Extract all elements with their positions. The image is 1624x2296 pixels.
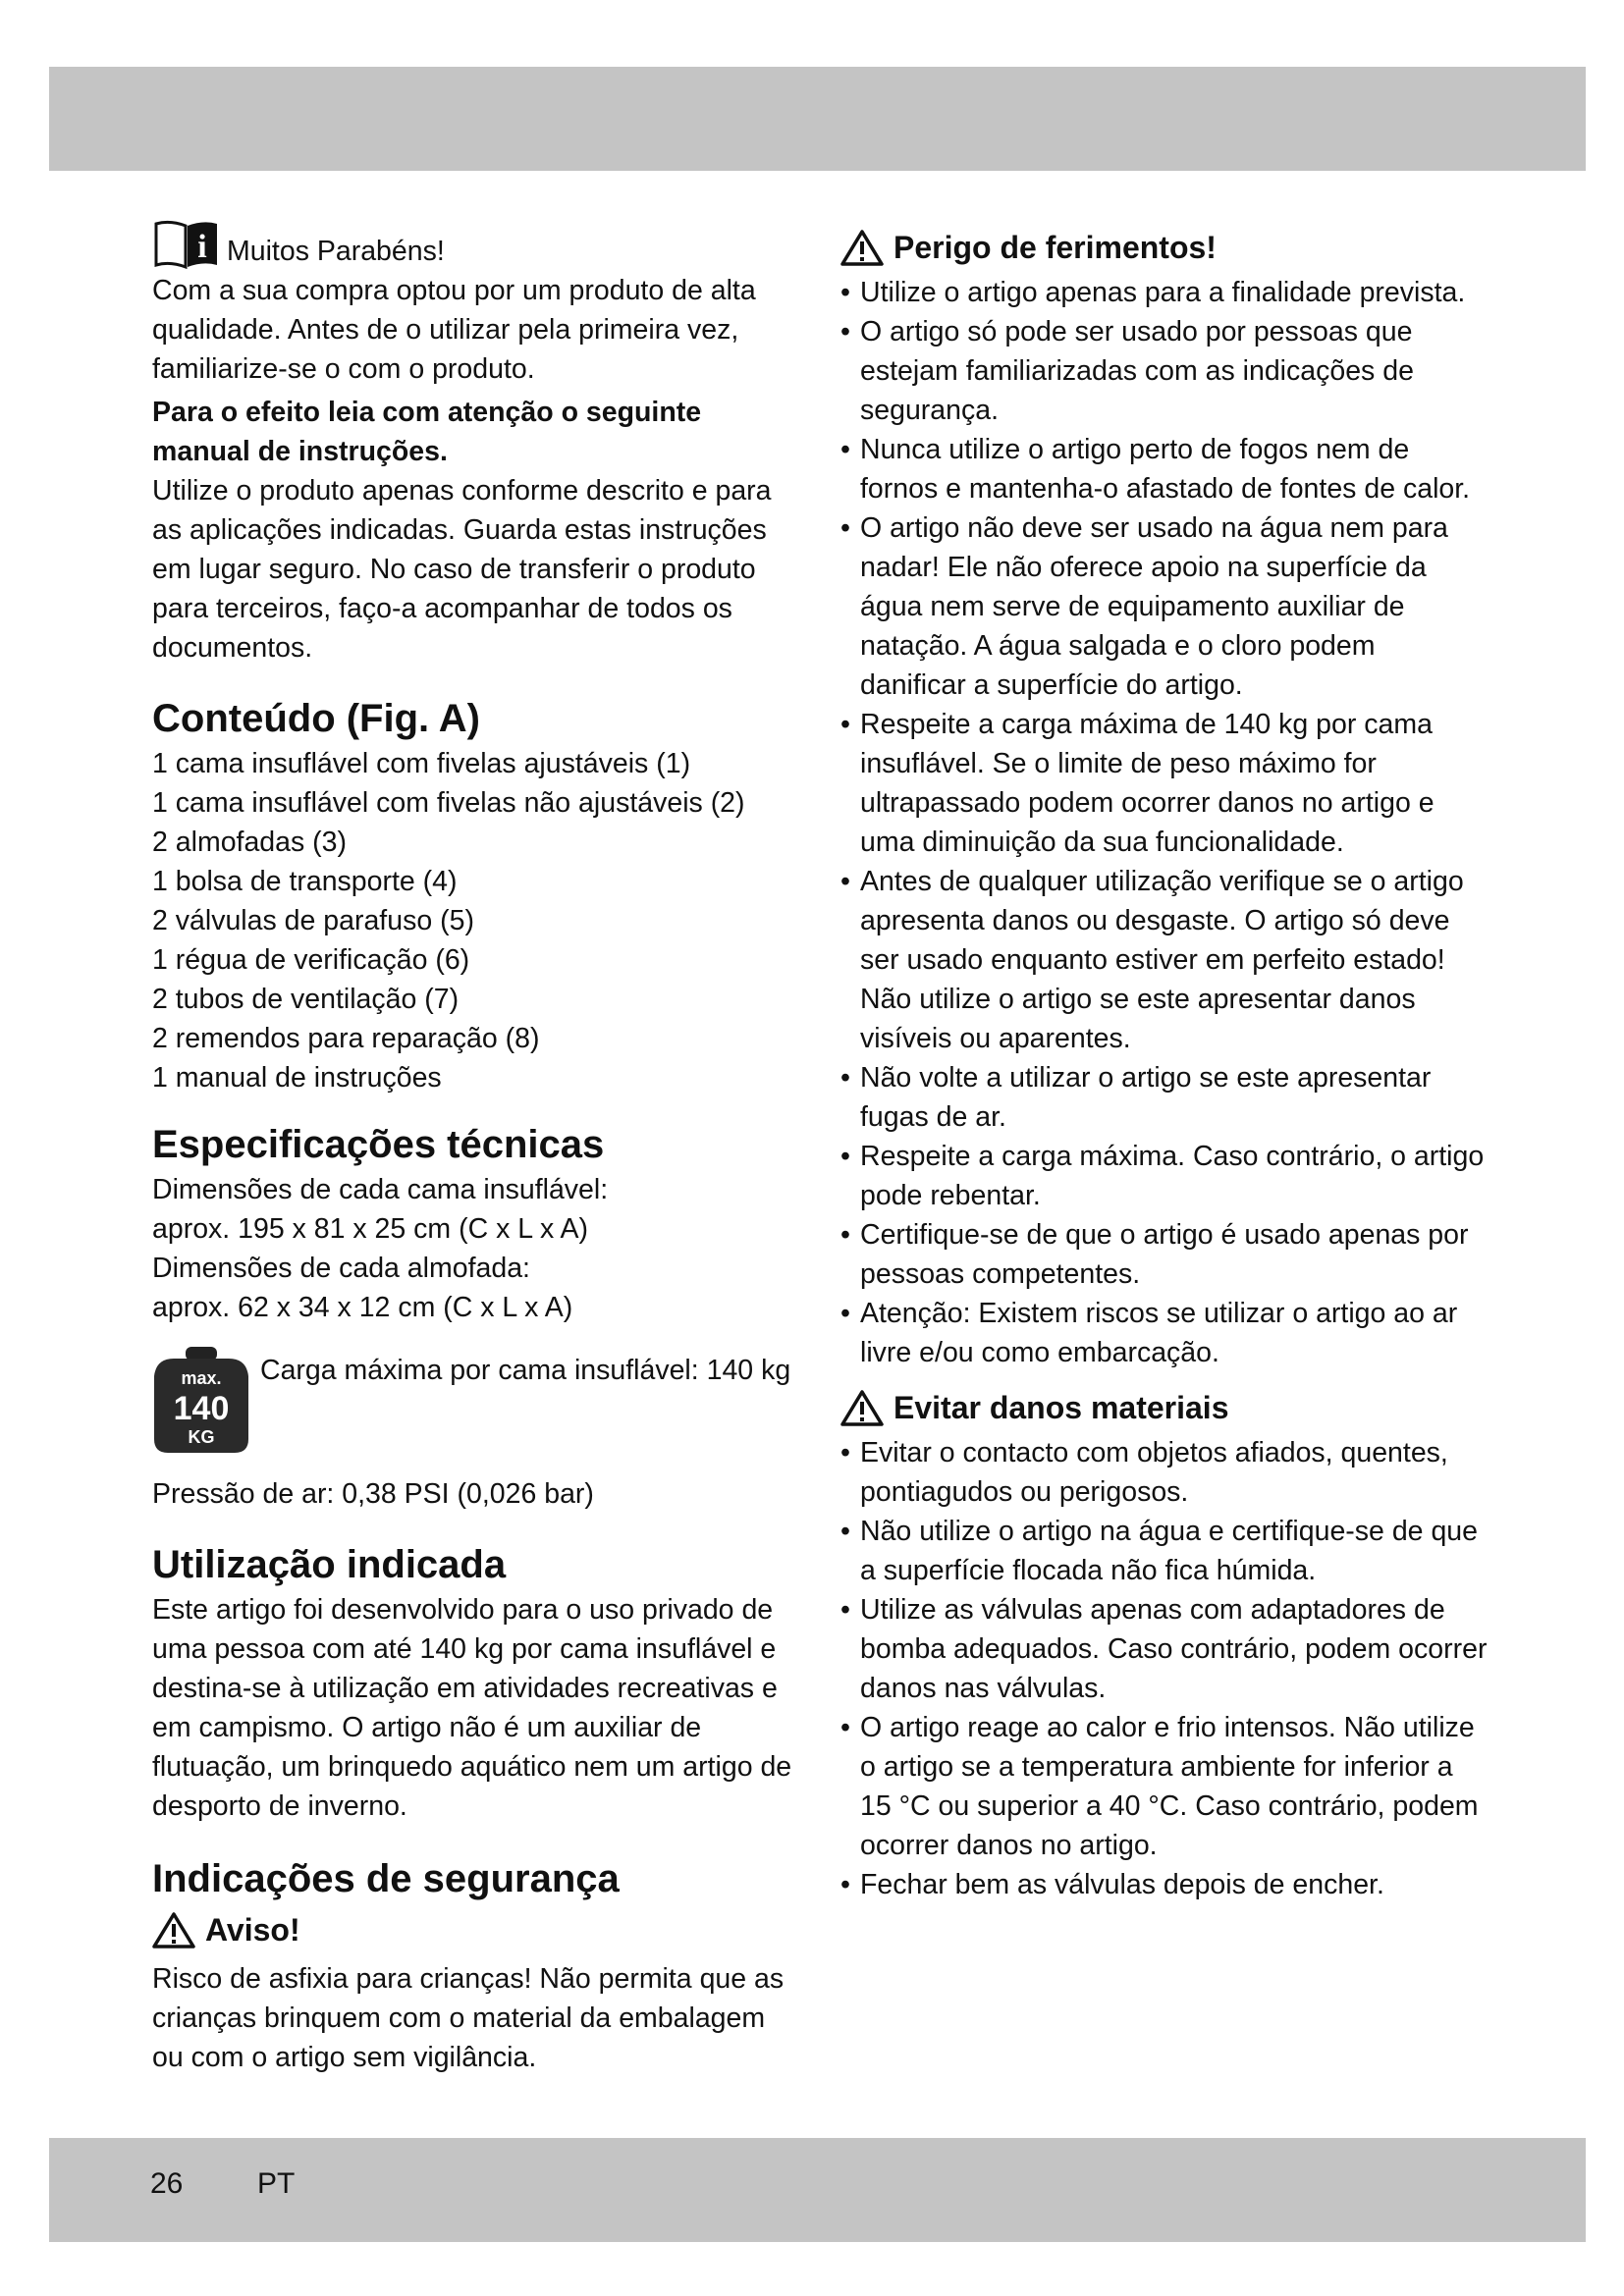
- damage-title: Evitar danos materiais: [893, 1390, 1229, 1425]
- intro-text-2: Utilize o produto apenas conforme descrito e para as aplicações indicadas. Guarda estas instruções em lugar seguro. No caso de transferir o produto para terceiros, faço-a acompanhar de todos os documentos.: [152, 475, 772, 664]
- page-number: 26: [150, 2167, 184, 2200]
- list-item: • O artigo não deve ser usado na água nem para nadar! Ele não oferece apoio na superfície da água nem serve de equipamento auxiliar de natação. A água salgada e o cloro podem danificar a superfície do artigo.: [840, 508, 1489, 705]
- greeting: Muitos Parabéns!: [227, 236, 445, 267]
- list-item: • Não utilize o artigo na água e certifique-se de que a superfície flocada não fica húmida.: [840, 1512, 1489, 1590]
- list-item: • Evitar o contacto com objetos afiados, quentes, pontiagudos ou perigosos.: [840, 1433, 1489, 1512]
- list-item: 2 remendos para reparação (8): [152, 1023, 540, 1054]
- injury-heading: [840, 226, 1489, 269]
- list-item: 2 válvulas de parafuso (5): [152, 905, 474, 936]
- manual-info-icon: [152, 218, 221, 271]
- list-item: • Certifique-se de que o artigo é usado apenas por pessoas competentes.: [840, 1215, 1489, 1294]
- list-item: • Utilize as válvulas apenas com adaptadores de bomba adequados. Caso contrário, podem ocorrer danos nas válvulas.: [840, 1590, 1489, 1708]
- list-item: 1 manual de instruções: [152, 1062, 442, 1094]
- footer-bar: [49, 2138, 1586, 2242]
- svg-text:i: i: [197, 229, 207, 265]
- list-item: 2 almofadas (3): [152, 827, 348, 858]
- specs-title: Especificações técnicas: [152, 1123, 605, 1166]
- language-code: PT: [257, 2167, 296, 2200]
- spec-line: aprox. 62 x 34 x 12 cm (C x L x A): [152, 1292, 573, 1323]
- warning-icon: [152, 1911, 195, 1949]
- list-item: • Nunca utilize o artigo perto de fogos nem de fornos e mantenha-o afastado de fontes de calor.: [840, 430, 1489, 508]
- warning-heading: [152, 1908, 800, 1951]
- list-item: 1 régua de verificação (6): [152, 944, 470, 976]
- weight-icon-value: 140: [173, 1390, 230, 1427]
- list-item: • Utilize o artigo apenas para a finalidade prevista.: [840, 273, 1489, 312]
- weight-max-icon: [152, 1345, 250, 1455]
- list-item: 1 bolsa de transporte (4): [152, 866, 458, 897]
- usage-text: Este artigo foi desenvolvido para o uso privado de uma pessoa com até 140 kg por cama insuflável e destina-se à utilização em atividades recreativas e em campismo. O artigo não é um auxiliar de flutuação, um brinquedo aquático nem um artigo de desporto de inverno.: [152, 1594, 792, 1822]
- intro-heading: [152, 218, 800, 271]
- warning-text: Risco de asfixia para crianças! Não permita que as crianças brinquem com o material da embalagem ou com o artigo sem vigilância.: [152, 1963, 785, 2073]
- damage-list: [840, 1433, 1489, 1904]
- weight-icon-top: max.: [181, 1368, 222, 1388]
- max-load-row: [152, 1351, 800, 1455]
- damage-heading: [840, 1386, 1489, 1429]
- specs-list: [152, 1170, 800, 1327]
- spec-line: Dimensões de cada almofada:: [152, 1253, 530, 1284]
- list-item: • Fechar bem as válvulas depois de encher.: [840, 1865, 1489, 1904]
- weight-icon-unit: KG: [188, 1427, 215, 1447]
- contents-list: [152, 744, 800, 1097]
- list-item: • Atenção: Existem riscos se utilizar o artigo ao ar livre e/ou como embarcação.: [840, 1294, 1489, 1372]
- spec-line: Dimensões de cada cama insuflável:: [152, 1174, 609, 1205]
- contents-title: Conteúdo (Fig. A): [152, 697, 480, 740]
- list-item: • Respeite a carga máxima de 140 kg por cama insuflável. Se o limite de peso máximo for ultrapassado podem ocorrer danos no artigo e uma diminuição da sua funcionalidade.: [840, 705, 1489, 862]
- list-item: 1 cama insuflável com fivelas ajustáveis (1): [152, 748, 691, 779]
- safety-title: Indicações de segurança: [152, 1857, 620, 1900]
- injury-title: Perigo de ferimentos!: [893, 230, 1217, 265]
- list-item: 1 cama insuflável com fivelas não ajustáveis (2): [152, 787, 745, 819]
- list-item: 2 tubos de ventilação (7): [152, 984, 460, 1015]
- spec-line: aprox. 195 x 81 x 25 cm (C x L x A): [152, 1213, 589, 1245]
- intro-bold-text: Para o efeito leia com atenção o seguinte manual de instruções.: [152, 397, 702, 467]
- intro-text: Com a sua compra optou por um produto de alta qualidade. Antes de o utilizar pela primeira vez, familiarize-se o com o produto.: [152, 275, 756, 385]
- list-item: • Respeite a carga máxima. Caso contrário, o artigo pode rebentar.: [840, 1137, 1489, 1215]
- list-item: • O artigo reage ao calor e frio intensos. Não utilize o artigo se a temperatura ambiente for inferior a 15 °C ou superior a 40 °C. Caso contrário, podem ocorrer danos no artigo.: [840, 1708, 1489, 1865]
- pressure-text: Pressão de ar: 0,38 PSI (0,026 bar): [152, 1478, 594, 1510]
- warning-title: Aviso!: [205, 1912, 300, 1948]
- list-item: • Antes de qualquer utilização verifique se o artigo apresenta danos ou desgaste. O artigo só deve ser usado enquanto estiver em perfeito estado! Não utilize o artigo se este apresentar danos visíveis ou aparentes.: [840, 862, 1489, 1058]
- list-item: • O artigo só pode ser usado por pessoas que estejam familiarizadas com as indicações de segurança.: [840, 312, 1489, 430]
- max-load-text: Carga máxima por cama insuflável: 140 kg: [260, 1355, 791, 1386]
- left-column: [152, 218, 800, 2077]
- list-item: • Não volte a utilizar o artigo se este apresentar fugas de ar.: [840, 1058, 1489, 1137]
- usage-title: Utilização indicada: [152, 1543, 507, 1586]
- warning-icon: [840, 1389, 884, 1426]
- injury-list: [840, 273, 1489, 1372]
- header-bar: [49, 67, 1586, 171]
- warning-icon: [840, 229, 884, 266]
- right-column: [840, 218, 1489, 1904]
